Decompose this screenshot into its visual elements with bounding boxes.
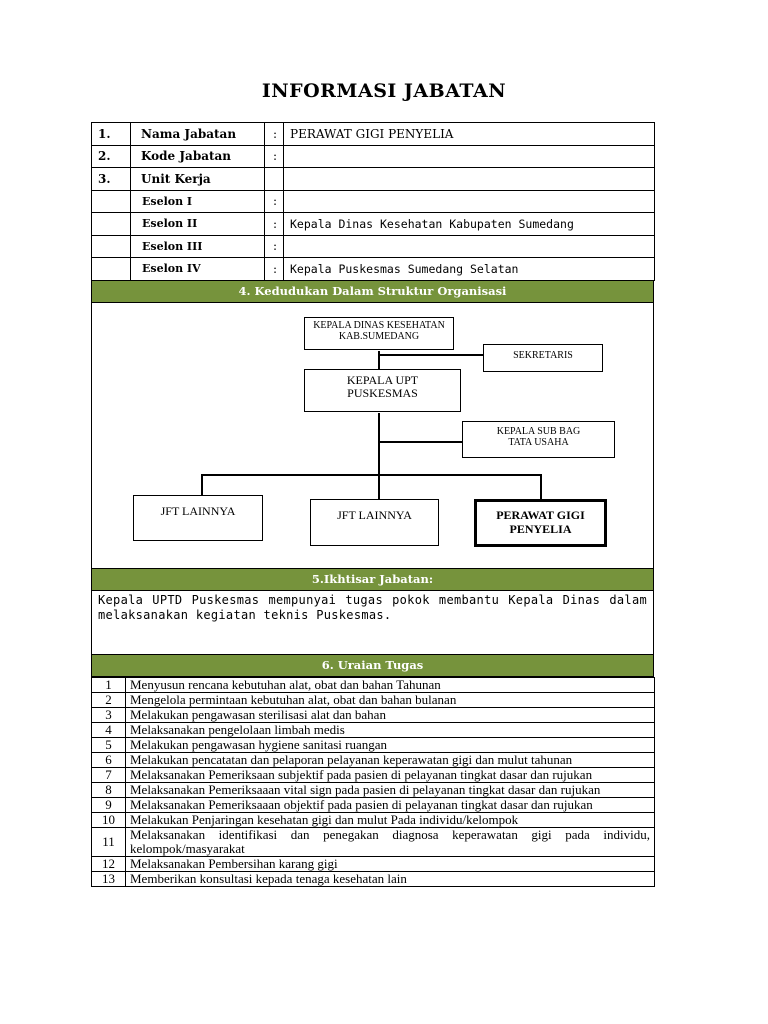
task-text: Melakukan pengawasan hygiene sanitasi ruangan — [126, 737, 655, 752]
task-text: Memberikan konsultasi kepada tenaga kesehatan lain — [126, 871, 655, 886]
org-box-text: JFT LAINNYA — [337, 507, 412, 522]
row-number — [92, 235, 131, 258]
org-box-text: KAB.SUMEDANG — [338, 330, 420, 342]
section-4-header: 4. Kedudukan Dalam Struktur Organisasi — [91, 281, 654, 303]
row-label: Eselon II — [131, 213, 265, 236]
row-number: 3. — [92, 168, 131, 191]
org-box-text: SEKRETARIS — [513, 349, 573, 361]
row-number — [92, 190, 131, 213]
section-5-header: 5.Ikhtisar Jabatan: — [91, 568, 654, 591]
org-box-jft-left — [133, 495, 263, 541]
org-box-text: KEPALA SUB BAG — [496, 425, 581, 437]
task-number: 4 — [92, 722, 126, 737]
table-row — [92, 827, 655, 856]
info-row-nama-jabatan — [92, 123, 655, 146]
page-title: INFORMASI JABATAN — [261, 80, 507, 102]
document-body — [91, 122, 654, 887]
task-text: Melakukan pengawasan sterilisasi alat dan bahan — [126, 707, 655, 722]
table-row — [92, 856, 655, 871]
table-row — [92, 722, 655, 737]
info-row-eselon-2 — [92, 213, 655, 236]
job-info-table — [91, 122, 655, 281]
task-text: Mengelola permintaan kebutuhan alat, obat dan bahan bulanan — [126, 692, 655, 707]
task-text: Melaksanakan pengelolaan limbah medis — [126, 722, 655, 737]
task-text: Melaksanakan Pembersihan karang gigi — [126, 856, 655, 871]
job-summary-text: Kepala UPTD Puskesmas mempunyai tugas pokok membantu Kepala Dinas dalam melaksanakan kegiatan teknis Puskesmas. — [91, 591, 654, 655]
task-number: 9 — [92, 797, 126, 812]
row-value — [284, 235, 655, 258]
task-number: 2 — [92, 692, 126, 707]
org-box-jft-middle — [310, 499, 439, 546]
task-table — [91, 677, 655, 887]
row-label: Unit Kerja — [131, 168, 265, 191]
task-number: 10 — [92, 812, 126, 827]
org-box-text: PUSKESMAS — [347, 385, 418, 400]
task-text: Menyusun rencana kebutuhan alat, obat dan bahan Tahunan — [126, 677, 655, 692]
org-box-kepala-upt — [304, 369, 461, 412]
org-box-perawat-gigi-penyelia — [474, 499, 607, 547]
org-box-text: TATA USAHA — [508, 436, 569, 448]
row-label: Kode Jabatan — [131, 145, 265, 168]
task-text: Melaksanakan Pemeriksaan subjektif pada pasien di pelayanan tingkat dasar dan rujukan — [126, 767, 655, 782]
org-box-text: KEPALA DINAS KESEHATAN — [313, 319, 445, 331]
org-box-sekretaris — [483, 344, 603, 372]
info-row-unit-kerja — [92, 168, 655, 191]
row-colon: : — [265, 123, 284, 146]
info-row-eselon-4 — [92, 258, 655, 281]
row-number — [92, 258, 131, 281]
table-row — [92, 782, 655, 797]
task-text: Melaksanakan Pemeriksaaan objektif pada pasien di pelayanan tingkat dasar dan rujukan — [126, 797, 655, 812]
row-number: 1. — [92, 123, 131, 146]
org-box-text: PENYELIA — [509, 521, 572, 536]
task-number: 5 — [92, 737, 126, 752]
table-row — [92, 812, 655, 827]
row-colon: : — [265, 145, 284, 168]
table-row — [92, 871, 655, 886]
row-colon — [265, 168, 284, 191]
org-box-text: KEPALA UPT — [346, 372, 419, 387]
org-box-text: PERAWAT GIGI — [496, 508, 585, 523]
row-colon: : — [265, 235, 284, 258]
table-row — [92, 677, 655, 692]
task-text: Melaksanakan Pemeriksaaan vital sign pada pasien di pelayanan tingkat dasar dan rujukan — [126, 782, 655, 797]
row-number — [92, 213, 131, 236]
info-row-eselon-3 — [92, 235, 655, 258]
row-colon: : — [265, 213, 284, 236]
table-row — [92, 707, 655, 722]
org-chart — [91, 303, 654, 568]
task-number: 7 — [92, 767, 126, 782]
row-value — [284, 145, 655, 168]
row-colon: : — [265, 190, 284, 213]
task-text: Melaksanakan identifikasi dan penegakan diagnosa keperawatan gigi pada individu, kelompok/masyarakat — [126, 827, 655, 856]
task-number: 6 — [92, 752, 126, 767]
row-label: Eselon I — [131, 190, 265, 213]
task-number: 12 — [92, 856, 126, 871]
task-number: 8 — [92, 782, 126, 797]
row-label: Eselon III — [131, 235, 265, 258]
row-value: Kepala Puskesmas Sumedang Selatan — [284, 258, 655, 281]
row-colon: : — [265, 258, 284, 281]
row-label: Eselon IV — [131, 258, 265, 281]
org-box-text: JFT LAINNYA — [160, 503, 236, 518]
table-row — [92, 752, 655, 767]
table-row — [92, 797, 655, 812]
row-label: Nama Jabatan — [131, 123, 265, 146]
task-number: 13 — [92, 871, 126, 886]
task-number: 11 — [92, 827, 126, 856]
table-row — [92, 767, 655, 782]
info-row-kode-jabatan — [92, 145, 655, 168]
table-row — [92, 692, 655, 707]
org-box-kasubag-tu — [462, 421, 615, 458]
row-value — [284, 168, 655, 191]
row-number: 2. — [92, 145, 131, 168]
task-text: Melakukan Penjaringan kesehatan gigi dan mulut Pada individu/kelompok — [126, 812, 655, 827]
row-value: PERAWAT GIGI PENYELIA — [284, 123, 655, 146]
table-row — [92, 737, 655, 752]
row-value — [284, 190, 655, 213]
org-box-kepala-dinas — [304, 317, 454, 350]
task-text: Melakukan pencatatan dan pelaporan pelayanan keperawatan gigi dan mulut tahunan — [126, 752, 655, 767]
info-row-eselon-1 — [92, 190, 655, 213]
task-number: 3 — [92, 707, 126, 722]
task-number: 1 — [92, 677, 126, 692]
row-value: Kepala Dinas Kesehatan Kabupaten Sumedang — [284, 213, 655, 236]
section-6-header: 6. Uraian Tugas — [91, 655, 654, 677]
